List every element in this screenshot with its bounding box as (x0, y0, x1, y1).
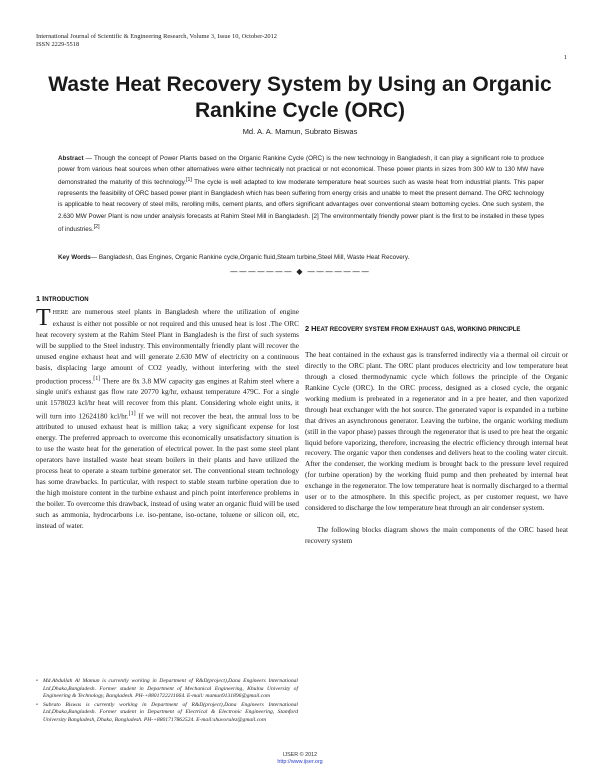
page-footer (0, 752, 600, 766)
section-1-title-rest: NTRODUCTION (44, 297, 89, 303)
footnote-author-2: • Subrato Biswas is currently working in Department of R&D(project),Dana Engineers International Ltd,Dhaka,Bangladesh. Former student in Department of Electrical & Electronic Engineering, Stamford University Bangladesh, Dhaka, Bangladesh. PH-+8801717862524. E-mail:shuvorulez@gmail.com (36, 702, 298, 725)
paragraph-lead-word: HERE (52, 310, 69, 316)
abstract (58, 153, 544, 235)
keywords-text: — Bangladesh, Gas Engines, Organic Rankine cycle,Organic fluid,Steam turbine,Steel Mill, Waste Heat Recovery. (90, 254, 410, 261)
footer-url-link[interactable]: http://www.ijser.org (277, 759, 323, 765)
section-1-title-initial: I (42, 294, 45, 303)
journal-header (36, 33, 277, 49)
citation-ref: [1] (128, 410, 136, 417)
section-2-title-rest: EAT RECOVERY SYSTEM FROM EXHAUST GAS, WORKING PRINCIPLE (316, 327, 521, 333)
section-2-title-initial: H (311, 324, 317, 333)
section-2-paragraph-2: The following blocks diagram shows the main components of the ORC based heat recovery system (305, 526, 568, 545)
section-1-paragraph (36, 307, 299, 532)
keywords-label: Key Words (58, 254, 91, 261)
citation-ref: [1] (93, 375, 101, 382)
section-1-number: 1 (36, 294, 43, 303)
author-footnotes (36, 678, 298, 724)
paragraph-text-a: are numerous steel plants in Bangladesh where the utilization of engine exhaust is either not possible or not required and this unused heat is lost .The ORC heat recovery system at the Rahim Steel Plant in Bangladesh is the first of such systems will be supplied to the Steel industry. This environmentally friendly plant will recover the unused engine exhaust heat and will generate 2.630 MW of electricity on a continuous basis, displacing large amount of CO2 yeadly, without interfering with the steel production process. (36, 308, 299, 386)
drop-cap: T (36, 305, 51, 331)
page-number: 1 (563, 54, 567, 61)
paragraph-text-b: There are 8x 3.8 MW capacity gas engines at Rahim steel where a single unit's exhaust gas flow rate 20770 kg/hr, exhaust temperature 479C. For a single unit 1578023 kcl/hr heat will recover from this plant. Considering whole eight units, it will turn into 12624180 kcl/hr. (36, 377, 299, 421)
paper-authors: Md. A. A. Mamun, Subrato Biswas (242, 127, 358, 136)
footnote-author-1: • Md.Abdullah Al Mamun is currently working in Department of R&D(project),Dana Engineers International Ltd,Dhaka,Bangladesh. Former student in Department of Mechanical Engineering, Khulna University of Engineering & Technology, Bangladesh. PH-+8801722211664. E-mail: mamun9131896@gmail.com (36, 678, 298, 701)
paper-title: Waste Heat Recovery System by Using an Organic Rankine Cycle (ORC) (48, 73, 552, 122)
section-divider: ——————— ◆ ——————— (229, 267, 371, 276)
section-2-number: 2 (305, 324, 312, 333)
journal-issn: ISSN 2229-5518 (36, 41, 80, 48)
paragraph-text-c: If we will not recover the heat, the annual loss to be attributed to unused exhaust heat is million taka; a very significant expense for lost energy. The preferred approach to overcome this economically unsatisfactory situation is to use the waste heat for the generation of electrical power. In the past some steel plant operators have installed waste heat steam boilers in their plants and have utilized the process heat to operate a steam turbine generator set. The conventional steam technology has some drawbacks. In particular, with respect to stable steam turbine operation due to the high moisture content in the turbine exhaust and pinch point interference problems in the boiler. To overcome this drawback, instead of using water an organic fluid will be used such as ammonia, hydrocarbons i.e. iso-pentane, iso-octane, toluene or silicon oil, etc, instead of water. (36, 412, 300, 530)
section-1-body (36, 307, 299, 532)
keywords (58, 253, 544, 262)
abstract-text: — Though the concept of Power Plants based on the Organic Rankine Cycle (ORC) is the new technology in Bangladesh, it can play a significant role to produce power from various heat sources when other alternatives were either technically not practical or not economical. These power plants in sizes from 300 kW to 130 MW have demonstrated the maturity of this technology. (58, 155, 544, 187)
abstract-text-2: The cycle is well adapted to low moderate temperature heat sources such as waste heat from industrial plants. This paper represents the feasibility of ORC based power plant in Bangladesh which has been suffering from energy crisis and unable to meet the present demand. The ORC technology is applicable to heat recovery of steel mills, rerolling mills, cement plants, and offers significant advantages over conventional steam bottoming cycles. One such system, the 2.630 MW Power Plant is now under analysis forecasts at Rahim Steel Mill in Bangladesh. [2] The environmentally friendly power plant is the first to be installed in these types of industries. (58, 179, 544, 233)
section-2-body (305, 350, 568, 547)
abstract-ref-2: [2] (93, 223, 100, 230)
journal-citation: International Journal of Scientific & Engineering Research, Volume 3, Issue 10, October-2012 (36, 33, 277, 40)
abstract-label: Abstract (58, 155, 84, 162)
section-2-paragraph-1: The heat contained in the exhaust gas is transferred indirectly via a thermal oil circuit or directly to the ORC plant. The ORC plant produces electricity and low temperature heat through a closed thermodynamic cycle which follows the principle of the Organic Rankine Cycle (ORC). In the ORC process, designed as a closed cycle, the organic working medium is preheated in a regenerator and in a pre heater, and then vaporized through heat exchanger with the hot source. The generated vapor is expanded in a turbine that drives an asynchronous generator. Leaving the turbine, the organic working medium (still in the vapor phase) passes through the regenerator that is used to pre heat the organic liquid before vaporizing, therefore, increasing the electric efficiency through internal heat recovery. The organic vapor then condenses and delivers heat to the cooling water circuit. After the condenser, the working medium is brought back to the pressure level required (for turbine operation) by the working fluid pump and then preheated by internal heat exchange in the regenerator. The low temperature heat is normally discharged to a thermal user or to the atmosphere. In this specific project, as per customer request, we have considered to discharge the low temperature heat through an air condenser system. (305, 351, 568, 513)
section-2-heading (305, 323, 555, 336)
footer-copyright: IJSER © 2012 (282, 752, 318, 758)
abstract-ref-1: [1] (186, 177, 192, 184)
section-1-heading (36, 294, 89, 305)
